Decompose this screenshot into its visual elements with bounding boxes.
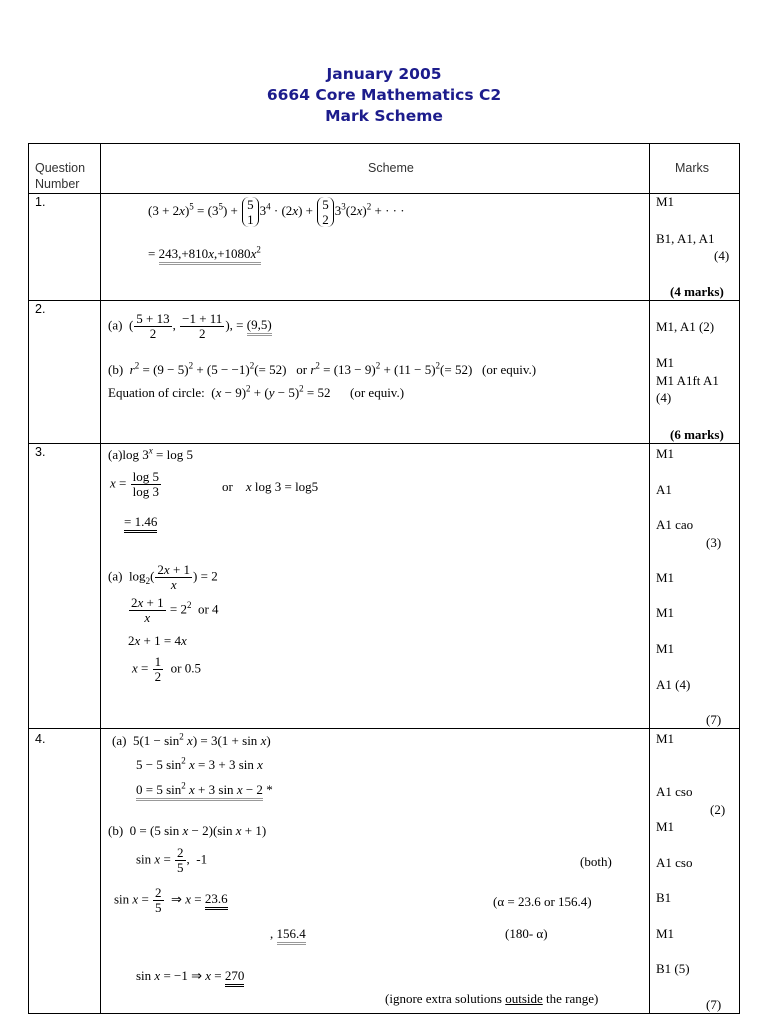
mark: M1: [656, 570, 675, 585]
mark-total: (7): [706, 712, 722, 727]
q3a-equation: (a)log $3^x = \log 5$: [108, 445, 193, 462]
header-date: January 2005: [326, 65, 442, 83]
mark: M1: [656, 446, 675, 461]
q1-expansion: $(3 + 2x)^5 = (3^5) + 5$ $13^4 \cdot (2x) + 5$ $23^3(2x)^2$ + · · ·: [148, 197, 405, 227]
q3b-equation: (a) $\log_2$( $\frac{2x + 1}{x}$ ) = 2: [108, 562, 218, 592]
q4a-line3: 0 = 5 $\sin^2 x + 3$ sin x − 2 *: [136, 782, 273, 798]
alpha-note2: (180- α): [505, 926, 548, 941]
col-number-label: Number: [35, 177, 80, 191]
part-label: (a): [108, 317, 123, 333]
mark-total: (4 marks): [670, 284, 724, 299]
mark: A1 cso: [656, 855, 693, 870]
document-header: [0, 64, 768, 127]
q4b-solve2: , 156.4: [270, 926, 306, 942]
mark-subtotal: (4): [656, 390, 672, 405]
question-number: 3.: [35, 445, 46, 459]
mark: A1: [656, 482, 672, 497]
q2b-circle-equation: Equation of circle: $(x - 9)^2 + (y - 5)^2 = 52$ (or equiv.): [108, 383, 405, 400]
mark: M1: [656, 819, 675, 834]
header-title: Mark Scheme: [325, 107, 443, 125]
question-number: 4.: [35, 732, 46, 746]
mark-subtotal: (3): [706, 535, 722, 550]
q1-result: = $243,+810x,+1080x^2$: [148, 246, 261, 262]
alpha-note: (α = 23.6 or 156.4): [493, 894, 592, 909]
mark: M1 A1ft A1: [656, 373, 719, 388]
mark: M1, A1 (2): [656, 319, 715, 334]
row-divider-q1: [29, 300, 739, 301]
ignore-note: (ignore extra solutions outside the range): [385, 991, 599, 1006]
q4a-line1: (a) $5(1 - \sin^2 x) = 3(1 + \sin x)$: [112, 731, 271, 748]
col-question-label: Question: [35, 161, 86, 175]
col-marks-label: Marks: [675, 161, 710, 175]
column-divider-2: [649, 144, 650, 1013]
q4b-factorise: (b) 0 = (5 sin x − 2)(sin x + 1): [108, 823, 267, 838]
header-paper: 6664 Core Mathematics C2: [266, 86, 502, 104]
q4b-solve1: sin x = $\frac{2}{5}$ ⇒ x = 23.6: [114, 885, 228, 915]
q3b-step1: $\frac{2x + 1}{x}$ = $2^2$ or 4: [131, 595, 219, 625]
mark: B1 (5): [656, 961, 690, 976]
or-label: or: [296, 362, 308, 377]
mark: M1: [656, 641, 675, 656]
q3a-alt: or x log 3 = log5: [222, 479, 319, 494]
q2b-radius: (b) $r^2 = (9 - 5)^2 + (5 - -1)^2(= 52)$ or $r^2 = (13 - 9)^2 + (11 - 5)^2(= 52)$ (or equiv.): [108, 360, 537, 377]
q4b-solve3: sin x = −1 ⇒ x = 270: [136, 968, 244, 984]
col-scheme-label: Scheme: [368, 161, 414, 175]
circle-label: Equation of circle:: [108, 385, 205, 400]
q4a-line2: 5 − 5 $\sin^2 x = 3 + 3$ sin x: [136, 755, 263, 772]
mark: M1: [656, 731, 675, 746]
question-number: 2.: [35, 302, 46, 316]
mark-subtotal: (2): [710, 802, 726, 817]
mark: M1: [656, 605, 675, 620]
q3b-step2: 2x + 1 = 4x: [128, 633, 187, 648]
part-label: (a): [108, 568, 123, 584]
mark: A1 cso: [656, 784, 693, 799]
row-divider-q2: [29, 443, 739, 444]
both-note: (both): [580, 854, 612, 869]
mark-total: (6 marks): [670, 427, 724, 442]
q3a-solve: x = $\frac{\log 5}{\log 3}$: [110, 469, 159, 499]
mark: B1: [656, 890, 672, 905]
mark: A1 cao: [656, 517, 694, 532]
row-divider-header: [29, 193, 739, 194]
equiv-note: (or equiv.): [350, 385, 405, 400]
q3a-answer: = 1.46: [124, 514, 157, 530]
column-divider-1: [100, 144, 101, 1013]
mark-subtotal: (4): [714, 248, 730, 263]
mark: B1, A1, A1: [656, 231, 715, 246]
q2a-answer: (9,5): [247, 317, 272, 336]
mark-total: (7): [706, 997, 722, 1012]
question-number: 1.: [35, 195, 46, 209]
part-label: (b): [108, 362, 124, 377]
mark: M1: [656, 355, 675, 370]
mark: A1 (4): [656, 677, 691, 692]
equiv-note: (or equiv.): [482, 362, 537, 377]
mark: M1: [656, 926, 675, 941]
or-label: or: [222, 479, 233, 494]
q3b-answer: x = $\frac{1}{2}$ or 0.5: [132, 654, 201, 684]
q4b-roots: sin x = $\frac{2}{5}$ , -1: [136, 845, 208, 875]
mark: M1: [656, 194, 675, 209]
q2a-midpoint: (a) ( $\frac{5 + 13}{2}$ , $\frac{-1 + 11}{2}$ ), = (9,5): [108, 311, 272, 341]
row-divider-q3: [29, 728, 739, 729]
